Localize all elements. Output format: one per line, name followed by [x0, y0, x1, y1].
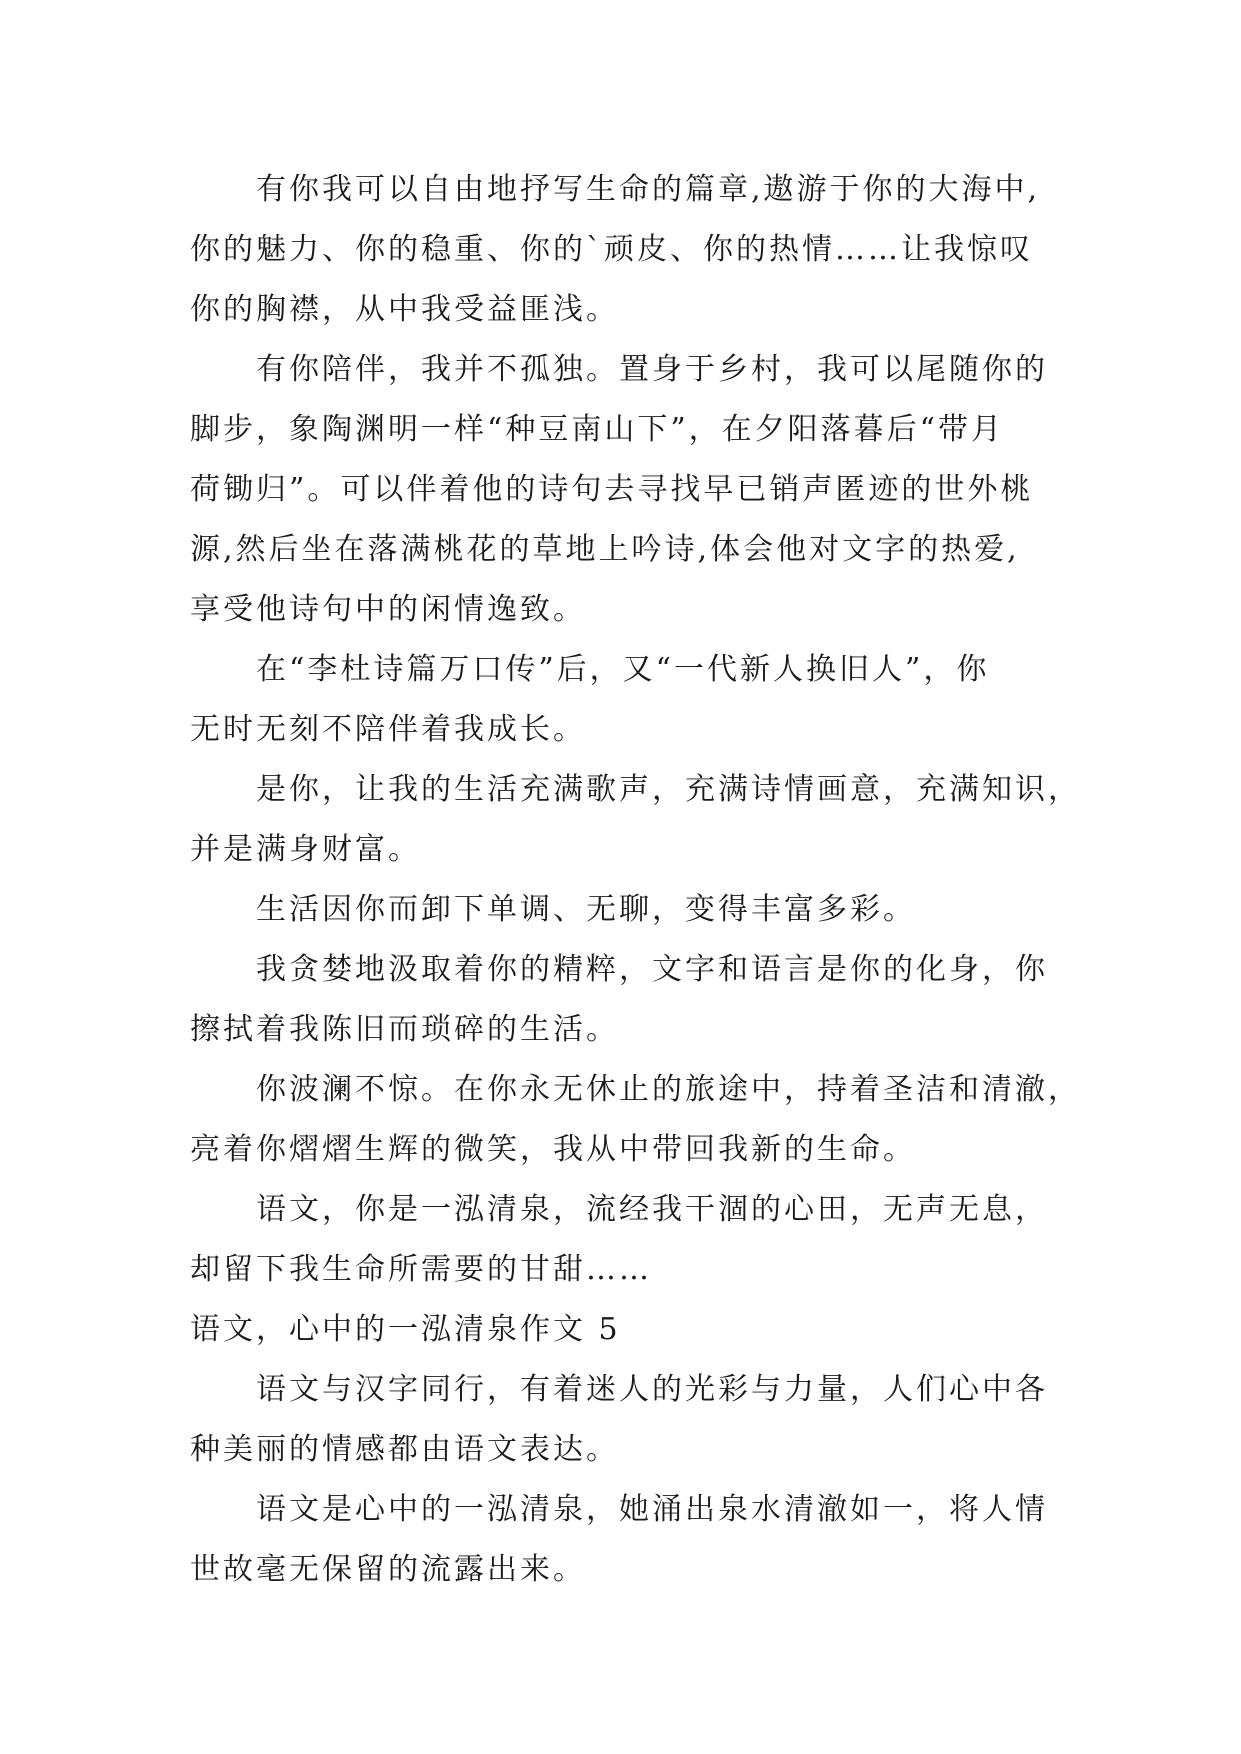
text-line: 在“李杜诗篇万口传”后，又“一代新人换旧人”，你 [256, 652, 990, 687]
text-line: 你的魅力、你的稳重、你的`顽皮、你的热情……让我惊叹 [190, 232, 1033, 267]
text-line: 你波澜不惊。在你永无休止的旅途中，持着圣洁和清澈， [256, 1072, 1081, 1107]
text-line: 擦拭着我陈旧而琐碎的生活。 [190, 1012, 619, 1047]
text-line: 语文是心中的一泓清泉，她涌出泉水清澈如一，将人情 [256, 1492, 1048, 1527]
text-line: 种美丽的情感都由语文表达。 [190, 1432, 619, 1467]
text-line: 生活因你而卸下单调、无聊，变得丰富多彩。 [256, 892, 916, 927]
text-line: 有你陪伴，我并不孤独。置身于乡村，我可以尾随你的 [256, 352, 1048, 387]
text-line: 亮着你熠熠生辉的微笑，我从中带回我新的生命。 [190, 1132, 916, 1167]
text-line: 有你我可以自由地抒写生命的篇章,遨游于你的大海中, [256, 172, 1041, 207]
text-line: 我贪婪地汲取着你的精粹，文字和语言是你的化身，你 [256, 952, 1048, 987]
text-line: 语文，你是一泓清泉，流经我干涸的心田，无声无息， [256, 1192, 1048, 1227]
text-line: 你的胸襟，从中我受益匪浅。 [190, 292, 619, 327]
section-heading: 语文，心中的一泓清泉作文 5 [190, 1312, 621, 1347]
text-line: 并是满身财富。 [190, 832, 421, 867]
text-line: 语文与汉字同行，有着迷人的光彩与力量，人们心中各 [256, 1372, 1048, 1407]
text-line: 享受他诗句中的闲情逸致。 [190, 592, 586, 627]
text-line: 源,然后坐在落满桃花的草地上吟诗,体会他对文字的热爱, [190, 532, 1020, 567]
text-line: 却留下我生命所需要的甘甜…… [190, 1252, 652, 1287]
text-line: 是你，让我的生活充满歌声，充满诗情画意，充满知识， [256, 772, 1081, 807]
document-body [190, 160, 1081, 1600]
text-line: 荷锄归”。可以伴着他的诗句去寻找早已销声匿迹的世外桃 [190, 472, 1034, 507]
text-line: 脚步，象陶渊明一样“种豆南山下”，在夕阳落暮后“带月 [190, 412, 1005, 447]
text-line: 世故毫无保留的流露出来。 [190, 1552, 586, 1587]
text-line: 无时无刻不陪伴着我成长。 [190, 712, 586, 747]
